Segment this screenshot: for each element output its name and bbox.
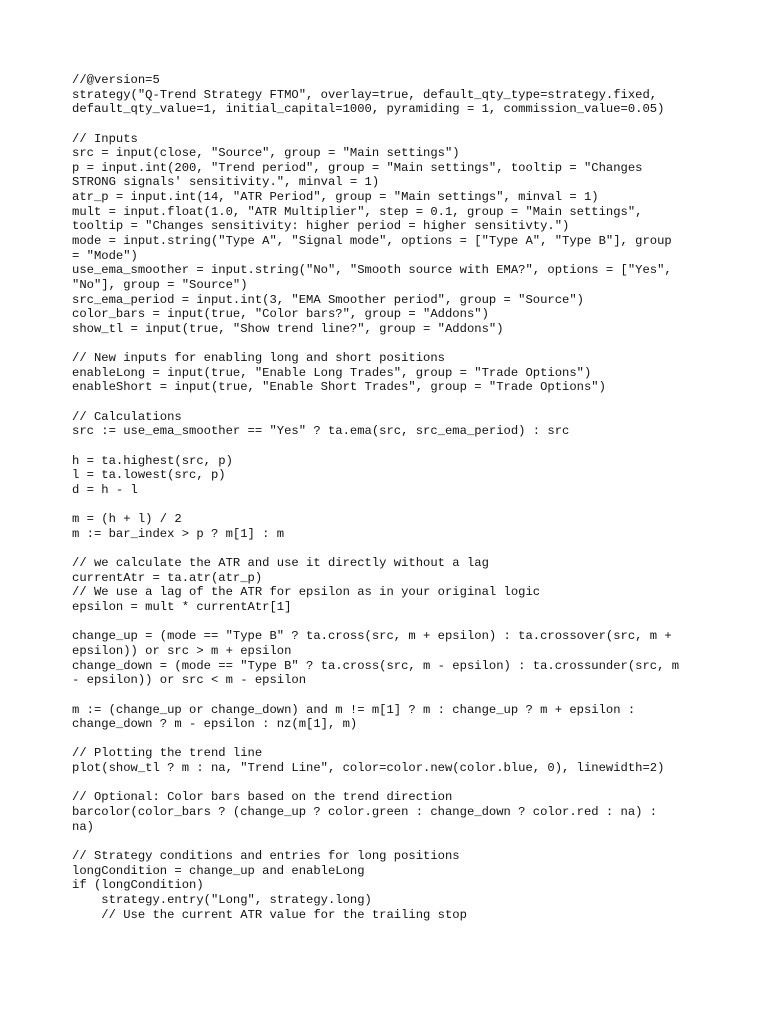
code-line: epsilon)) or src > m + epsilon [72, 643, 292, 658]
code-line: color_bars = input(true, "Color bars?", group = "Addons") [72, 307, 489, 322]
code-line: na) [72, 819, 94, 834]
code-line: src_ema_period = input.int(3, "EMA Smoother period", group = "Source") [72, 292, 584, 307]
code-line [72, 688, 712, 703]
code-line: mode = input.string("Type A", "Signal mode", options = ["Type A", "Type B"], group [72, 234, 672, 249]
code-line: change_up = (mode == "Type B" ? ta.cross(src, m + epsilon) : ta.crossover(src, m + [72, 629, 672, 644]
code-line: // Strategy conditions and entries for long positions [72, 848, 460, 863]
code-line: src = input(close, "Source", group = "Main settings") [72, 146, 460, 161]
code-line [72, 439, 712, 454]
code-document [72, 73, 712, 922]
code-line: - epsilon)) or src < m - epsilon [72, 673, 307, 688]
code-line [72, 776, 712, 791]
code-line: use_ema_smoother = input.string("No", "Smooth source with EMA?", options = ["Yes", [72, 263, 672, 278]
code-line [72, 834, 712, 849]
code-line: m := (change_up or change_down) and m != m[1] ? m : change_up ? m + epsilon : [72, 702, 636, 717]
code-line [72, 732, 712, 747]
code-line: show_tl = input(true, "Show trend line?", group = "Addons") [72, 321, 504, 336]
code-line [72, 498, 712, 513]
code-line: change_down ? m - epsilon : nz(m[1], m) [72, 717, 358, 732]
code-line: tooltip = "Changes sensitivity: higher period = higher sensitivty.") [72, 219, 570, 234]
code-line: enableLong = input(true, "Enable Long Trades", group = "Trade Options") [72, 365, 592, 380]
code-line: p = input.int(200, "Trend period", group = "Main settings", tooltip = "Changes [72, 160, 643, 175]
code-line: m = (h + l) / 2 [72, 512, 182, 527]
code-line: strategy.entry("Long", strategy.long) [72, 892, 372, 907]
code-line: strategy("Q-Trend Strategy FTMO", overlay=true, default_qty_type=strategy.fixed, [72, 87, 658, 102]
code-line: plot(show_tl ? m : na, "Trend Line", color=color.new(color.blue, 0), linewidth=2) [72, 761, 665, 776]
code-line [72, 337, 712, 352]
code-line: "No"], group = "Source") [72, 277, 248, 292]
code-line [72, 542, 712, 557]
code-line: epsilon = mult * currentAtr[1] [72, 600, 292, 615]
code-line: // Calculations [72, 409, 182, 424]
code-line: // We use a lag of the ATR for epsilon as in your original logic [72, 585, 541, 600]
code-line: if (longCondition) [72, 878, 204, 893]
code-line: default_qty_value=1, initial_capital=1000, pyramiding = 1, commission_value=0.05) [72, 102, 665, 117]
code-line: = "Mode") [72, 248, 138, 263]
code-line: atr_p = input.int(14, "ATR Period", group = "Main settings", minval = 1) [72, 190, 599, 205]
code-line: h = ta.highest(src, p) [72, 453, 233, 468]
code-line: src := use_ema_smoother == "Yes" ? ta.ema(src, src_ema_period) : src [72, 424, 570, 439]
code-line: d = h - l [72, 482, 138, 497]
code-line: // we calculate the ATR and use it directly without a lag [72, 556, 489, 571]
code-line: m := bar_index > p ? m[1] : m [72, 526, 285, 541]
code-line: enableShort = input(true, "Enable Short Trades", group = "Trade Options") [72, 380, 606, 395]
code-line [72, 117, 712, 132]
code-line: // Inputs [72, 131, 138, 146]
code-line: // Optional: Color bars based on the trend direction [72, 790, 453, 805]
code-line: // Plotting the trend line [72, 746, 263, 761]
code-line: currentAtr = ta.atr(atr_p) [72, 570, 263, 585]
code-line: // Use the current ATR value for the trailing stop [72, 907, 467, 922]
code-line: mult = input.float(1.0, "ATR Multiplier", step = 0.1, group = "Main settings", [72, 204, 643, 219]
code-line: change_down = (mode == "Type B" ? ta.cross(src, m - epsilon) : ta.crossunder(src, m [72, 658, 680, 673]
code-line: barcolor(color_bars ? (change_up ? color.green : change_down ? color.red : na) : [72, 805, 658, 820]
code-line [72, 395, 712, 410]
code-line: //@version=5 [72, 73, 160, 87]
code-line: // New inputs for enabling long and short positions [72, 351, 445, 366]
code-line: STRONG signals' sensitivity.", minval = 1) [72, 175, 380, 190]
code-line [72, 615, 712, 630]
code-line: longCondition = change_up and enableLong [72, 863, 365, 878]
code-line: l = ta.lowest(src, p) [72, 468, 226, 483]
